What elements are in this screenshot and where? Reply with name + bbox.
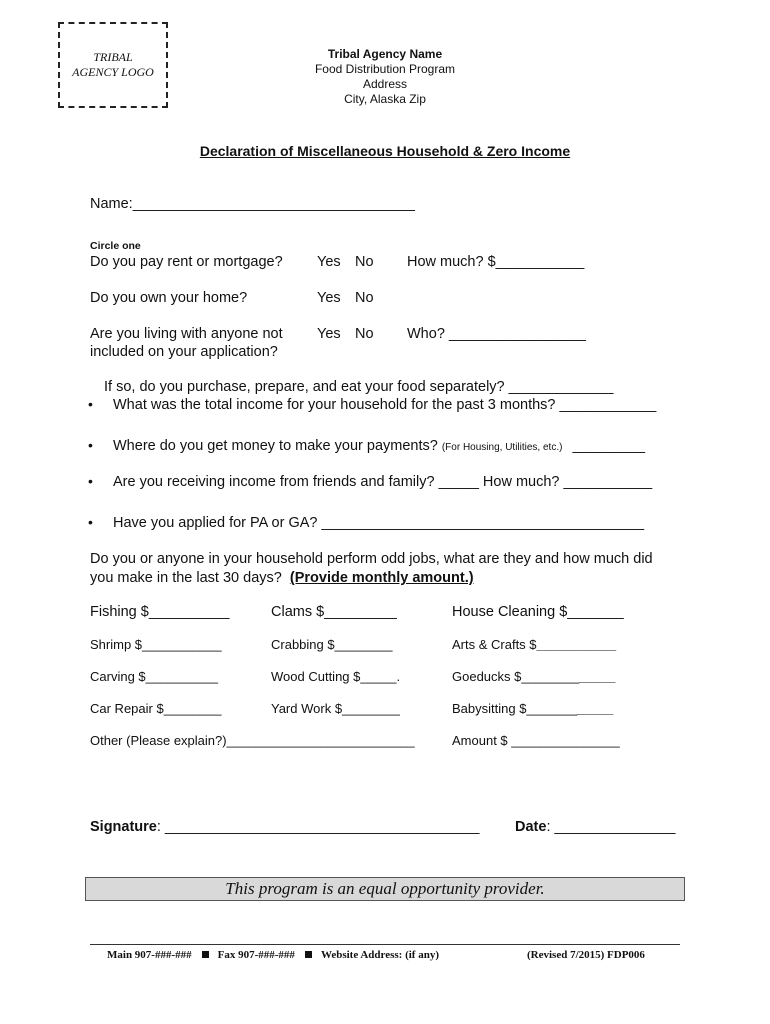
- fishing-label: Fishing $_________: [90, 604, 222, 620]
- odd-jobs-question-line-1: Do you or anyone in your household perform odd jobs, what are they and how much did: [90, 551, 653, 567]
- date-label: Date: [515, 819, 547, 835]
- program-name: Food Distribution Program: [314, 62, 456, 76]
- goeducks-label: Goeducks $________: [452, 669, 580, 684]
- footer-contacts: [107, 949, 439, 961]
- crabbing-field[interactable]: Crabbing $________: [271, 637, 393, 652]
- friends-family-question[interactable]: Are you receiving income from friends and family? _____ How much? ___________: [113, 474, 653, 490]
- living-yes-option[interactable]: Yes: [317, 326, 341, 342]
- total-income-question[interactable]: What was the total income for your household for the past 3 months? ____________: [113, 397, 657, 413]
- name-field[interactable]: Name:___________________________________: [90, 196, 415, 212]
- babysitting-label: Babysitting $_______: [452, 701, 578, 716]
- shrimp-label: Shrimp $_________: [90, 637, 208, 652]
- bullet-icon: •: [88, 514, 93, 530]
- logo-line-2: AGENCY LOGO: [72, 65, 154, 79]
- living-question-line-1: Are you living with anyone not: [90, 326, 283, 342]
- other-amount-field[interactable]: Amount $ _______________: [452, 733, 620, 748]
- agency-address: Address: [362, 77, 408, 91]
- footer-website: Website Address: (if any): [320, 949, 439, 961]
- babysitting-blank: _____: [577, 701, 614, 716]
- carving-field[interactable]: [90, 669, 218, 684]
- date-field[interactable]: [515, 819, 675, 835]
- wood-tail: .: [396, 669, 401, 684]
- shrimp-field[interactable]: [90, 637, 222, 652]
- own-home-no-option[interactable]: No: [355, 290, 374, 306]
- page-title: Declaration of Miscellaneous Household & Zero Income: [199, 143, 571, 159]
- living-no-option[interactable]: No: [355, 326, 374, 342]
- agency-logo-placeholder: [58, 22, 168, 108]
- date-line: : _______________: [546, 819, 676, 835]
- own-home-yes-option[interactable]: Yes: [317, 290, 341, 306]
- payments-question-text: Where do you get money to make your payments?: [113, 438, 438, 454]
- footer-revision: (Revised 7/2015) FDP006: [527, 949, 645, 961]
- monthly-amount-note: (Provide monthly amount.): [289, 570, 474, 586]
- rent-no-option[interactable]: No: [355, 254, 374, 270]
- pa-ga-question[interactable]: Have you applied for PA or GA? ________________________________________: [113, 515, 645, 531]
- car-repair-label: Car Repair $______: [90, 701, 208, 716]
- car-repair-tail: __: [207, 701, 222, 716]
- goeducks-field[interactable]: [452, 669, 615, 684]
- rent-amount-field[interactable]: How much? $___________: [407, 254, 585, 270]
- other-field[interactable]: Other (Please explain?)__________________________: [90, 733, 415, 748]
- carving-tail: __: [203, 669, 218, 684]
- fishing-field[interactable]: [90, 604, 230, 620]
- car-repair-field[interactable]: [90, 701, 222, 716]
- bullet-icon: •: [88, 473, 93, 489]
- bullet-icon: •: [88, 437, 93, 453]
- signature-field[interactable]: [90, 819, 479, 835]
- circle-one-label: Circle one: [90, 240, 141, 252]
- odd-jobs-text: you make in the last 30 days?: [90, 570, 282, 586]
- footer-main-phone: Main 907-###-###: [107, 949, 192, 961]
- square-bullet-icon: [202, 951, 209, 958]
- separately-question[interactable]: If so, do you purchase, prepare, and eat your food separately? _____________: [104, 379, 614, 395]
- footer-fax: Fax 907-###-###: [217, 949, 295, 961]
- yard-work-field[interactable]: Yard Work $________: [271, 701, 400, 716]
- bullet-icon: •: [88, 396, 93, 412]
- babysitting-field[interactable]: [452, 701, 613, 716]
- rent-question: Do you pay rent or mortgage?: [90, 254, 283, 270]
- wood-label: Wood Cutting $_____: [271, 669, 397, 684]
- carving-label: Carving $________: [90, 669, 204, 684]
- arts-crafts-field[interactable]: [452, 637, 616, 652]
- odd-jobs-question-line-2: [90, 570, 474, 586]
- agency-name: Tribal Agency Name: [327, 47, 443, 61]
- footer-divider: [90, 944, 680, 945]
- arts-blank: ___________: [536, 637, 617, 652]
- signature-label: Signature: [90, 819, 157, 835]
- own-home-question: Do you own your home?: [90, 290, 248, 306]
- arts-label: Arts & Crafts $: [452, 637, 537, 652]
- payments-blank[interactable]: _________: [572, 438, 646, 454]
- logo-line-1: TRIBAL: [93, 50, 133, 64]
- payments-note: (For Housing, Utilities, etc.): [441, 442, 563, 453]
- goeducks-blank: _____: [579, 669, 616, 684]
- wood-cutting-field[interactable]: [271, 669, 400, 684]
- equal-opportunity-banner: This program is an equal opportunity provider.: [85, 877, 685, 901]
- living-question-line-2: included on your application?: [90, 344, 278, 360]
- rent-yes-option[interactable]: Yes: [317, 254, 341, 270]
- square-bullet-icon: [305, 951, 312, 958]
- fishing-tail: _: [221, 604, 230, 620]
- agency-city: City, Alaska Zip: [344, 92, 426, 106]
- payments-question[interactable]: [113, 438, 645, 454]
- clams-field[interactable]: Clams $_________: [271, 604, 397, 620]
- house-cleaning-field[interactable]: House Cleaning $_______: [452, 604, 624, 620]
- living-who-field[interactable]: Who? _________________: [407, 326, 586, 342]
- signature-line: : _______________________________________: [156, 819, 480, 835]
- shrimp-tail: __: [207, 637, 222, 652]
